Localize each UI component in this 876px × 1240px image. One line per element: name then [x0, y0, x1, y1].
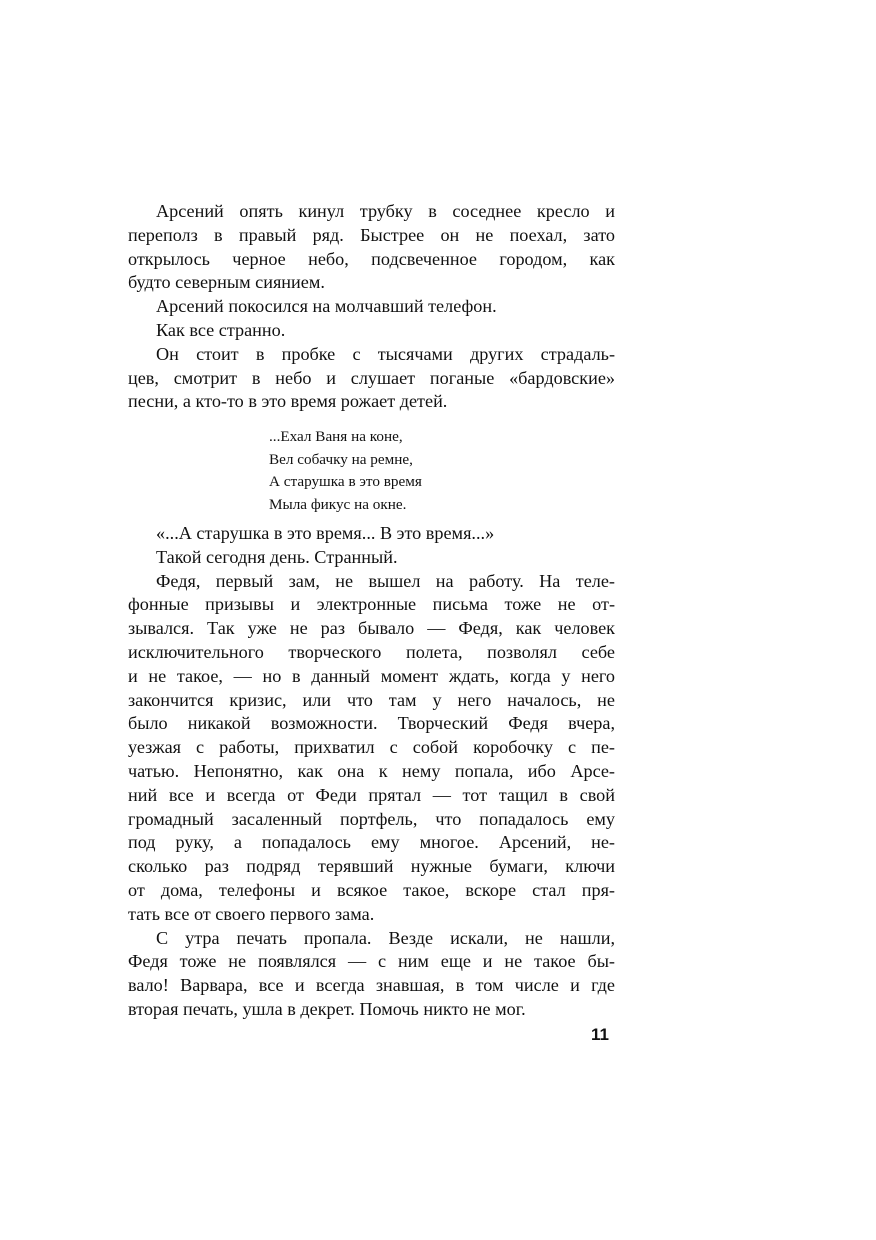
- text-line: песни, а кто-то в это время рожает детей.: [128, 391, 448, 412]
- paragraphs-after-verse: [128, 522, 615, 1022]
- text-line: под руку, а попадалось ему многое. Арсений, не-: [128, 832, 615, 853]
- verse-line: Вел собачку на ремне,: [269, 450, 413, 468]
- text-line: вало! Варвара, все и всегда знавшая, в том числе и где: [128, 975, 615, 996]
- text-line: зывался. Так уже не раз бывало — Федя, как человек: [128, 618, 615, 639]
- text-line: Арсений опять кинул трубку в соседнее кресло и: [156, 201, 615, 221]
- text-line: тать все от своего первого зама.: [128, 903, 375, 924]
- text-line: Федя, первый зам, не вышел на работу. На теле-: [156, 570, 615, 591]
- page-number: 11: [591, 1025, 609, 1044]
- text-line: Арсений покосился на молчавший телефон.: [156, 296, 497, 317]
- verse-quote: [269, 426, 422, 517]
- text-line: цев, смотрит в небо и слушает поганые «бардовские»: [128, 367, 615, 388]
- text-line: Он стоит в пробке с тысячами других страдаль-: [156, 343, 615, 364]
- text-line: «...А старушка в это время... В это время...»: [156, 523, 495, 543]
- text-line: Такой сегодня день. Странный.: [156, 546, 398, 567]
- verse-line: А старушка в это время: [269, 473, 422, 491]
- text-line: будто северным сиянием.: [128, 272, 325, 293]
- text-line: уезжая с работы, прихватил с собой коробочку с пе-: [128, 737, 615, 758]
- text-line: и не такое, — но в данный момент ждать, когда у него: [128, 665, 615, 686]
- text-line: переполз в правый ряд. Быстрее он не поехал, зато: [128, 224, 615, 245]
- text-line: исключительного творческого полета, позволял себе: [128, 641, 615, 662]
- text-line: Федя тоже не появлялся — с ним еще и не такое бы-: [128, 951, 615, 972]
- text-line: ний все и всегда от Феди прятал — тот тащил в свой: [128, 784, 615, 805]
- text-line: вторая печать, ушла в декрет. Помочь никто не мог.: [128, 998, 526, 1019]
- text-line: чатью. Непонятно, как она к нему попала, ибо Арсе-: [128, 760, 615, 781]
- paragraphs-before-verse: [128, 200, 615, 414]
- text-line: фонные призывы и электронные письма тоже не от-: [128, 594, 615, 615]
- verse-line: ...Ехал Ваня на коне,: [269, 428, 403, 445]
- text-line: закончится кризис, или что там у него началось, не: [128, 689, 615, 710]
- text-line: сколько раз подряд терявший нужные бумаги, ключи: [128, 856, 615, 877]
- verse-line: Мыла фикус на окне.: [269, 496, 407, 514]
- text-line: от дома, телефоны и всякое такое, вскоре стал пря-: [128, 879, 615, 900]
- text-line: было никакой возможности. Творческий Федя вчера,: [128, 713, 615, 734]
- text-line: громадный засаленный портфель, что попадалось ему: [128, 808, 615, 829]
- text-line: Как все странно.: [156, 319, 286, 340]
- text-line: С утра печать пропала. Везде искали, не нашли,: [156, 927, 615, 948]
- text-line: открылось черное небо, подсвеченное городом, как: [128, 248, 615, 269]
